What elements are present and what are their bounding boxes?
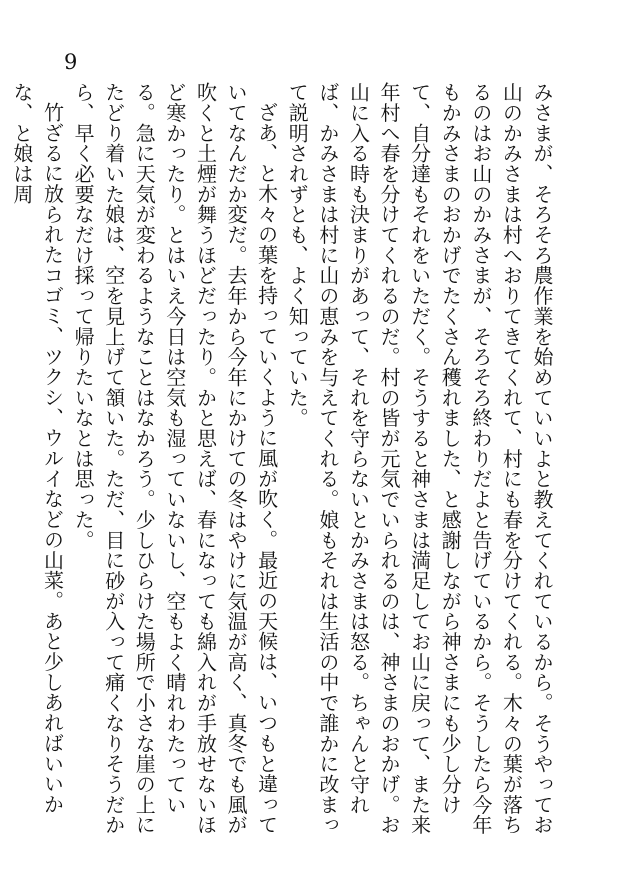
paragraph-continued: みさまが、そろそろ農作業を始めていいよと教えてくれているから。そうやってお山のかみさまは村へおりてきてくれて、村にも春を分けてくれる。木々の葉が落ちるのはお山のかみさまが、そろそろ終わりだよと告げているから。そうしたら今年もかみさまのおかげでたくさん穫れました、と感謝しながら神さまにも少し分けて、自分達もそれをいただく。そうすると神さまは満足してお山に戻って、また来年村へ春を分けてくれるのだ。村の皆が元気でいられるのは、神さまのおかげ。お山に入る時も決まりがあって、それを守らないとかみさまは怒る。ちゃんと守れば、かみさまは村に山の恵みを与えてくれる。娘もそれは生活の中で誰かに改まって説明されずとも、よく知っていた。 [285,82,554,835]
paragraph: ざあ、と木々の葉を持っていくように風が吹く。最近の天候は、いつもと違っていてなんだか変だ。去年から今年にかけての冬はやけに気温が高く、真冬でも風が吹くと土煙が舞うほどだったり。かと思えば、春になっても綿入れが手放せないほど寒かったり。とはいえ今日は空気も湿っていないし、空もよく晴れわたっている。急に天気が変わるようなことはなかろう。少しひらけた場所で小さな崖の上にたどり着いた娘は、空を見上げて頷いた。ただ、目に砂が入って痛くなりそうだから、早く必要なだけ採って帰りたいなとは思った。 [71,82,279,835]
body-text [9,82,557,842]
paragraph: 竹ざるに放られたコゴミ、ツクシ、ウルイなどの山菜。あと少しあればいいかな、と娘は周 [9,82,65,815]
page-number: 9 [64,50,78,74]
